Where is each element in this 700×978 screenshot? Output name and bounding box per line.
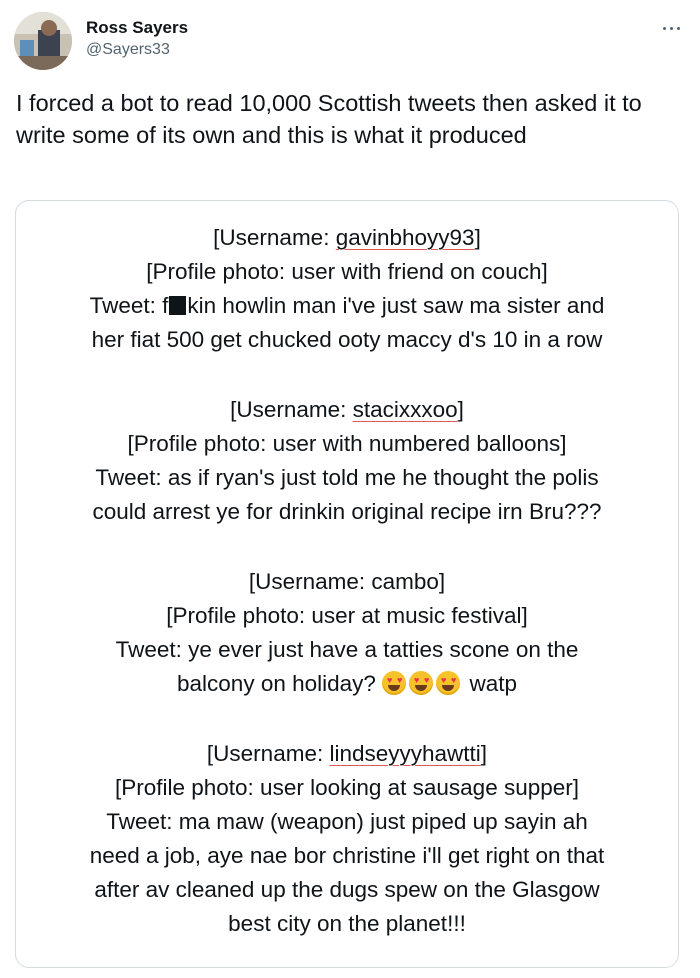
tweet-prefix: Tweet: f [89,293,169,318]
image-card[interactable] [15,200,679,968]
tweet-line: best city on the planet!!! [228,911,466,936]
entry-4 [16,737,678,941]
tweet-line: need a job, aye nae bor christine i'll get right on that [89,843,605,868]
username-line [16,221,678,255]
username-label: [Username: [206,741,330,766]
entry-1 [16,221,678,357]
profile-line: [Profile photo: user with numbered balloons] [127,431,567,456]
username: stacixxxoo [352,397,458,422]
username-label: [Username: [213,225,336,250]
tweet-line [16,667,678,701]
username-line [16,737,678,771]
username-bracket: ] [474,225,481,250]
tweet-line [16,289,678,323]
tweet-header [14,12,686,72]
username-bracket: ] [480,741,488,766]
censor-block [169,296,186,315]
tweet-line: Tweet: ye ever just have a tatties scone on the [115,637,579,662]
tweet-line: Tweet: ma maw (weapon) just piped up sayin ah [106,809,588,834]
heart-eyes-emoji-icon: ♥ ♥ [436,671,460,695]
tweet-line: Tweet: as if ryan's just told me he thought the polis [95,465,599,490]
profile-line: [Profile photo: user at music festival] [166,603,528,628]
heart-eyes-emoji-icon: ♥ ♥ [382,671,406,695]
avatar-photo-icon [14,12,72,70]
tweet-line-prefix: balcony on holiday? [177,671,376,696]
username-label: [Username: [230,397,353,422]
entry-3 [16,565,678,701]
author-name[interactable]: Ross Sayers [86,18,189,37]
username-line: [Username: cambo] [248,569,446,594]
profile-line: [Profile photo: user with friend on couch] [146,259,548,284]
avatar[interactable] [14,12,72,70]
profile-line: [Profile photo: user looking at sausage supper] [114,775,580,800]
username: lindseyyyhawtti [329,741,481,766]
tweet-line: after av cleaned up the dugs spew on the Glasgow [94,877,600,902]
tweet-line: her fiat 500 get chucked ooty maccy d's 10 in a row [91,327,603,352]
more-horizontal-icon[interactable] [658,18,686,38]
entry-2 [16,393,678,529]
username: gavinbhoyy93 [335,225,475,250]
heart-eyes-emoji-icon: ♥ ♥ [409,671,433,695]
username-line [16,393,678,427]
author-handle[interactable]: @Sayers33 [86,41,170,58]
tweet-text: I forced a bot to read 10,000 Scottish tweets then asked it to write some of its own and this is what it produced [16,90,642,148]
tweet-line: could arrest ye for drinkin original recipe irn Bru??? [92,499,602,524]
tweet-line-suffix: watp [469,671,517,696]
username-bracket: ] [457,397,464,422]
tweet-line-rest: kin howlin man i've just saw ma sister and [187,293,605,318]
